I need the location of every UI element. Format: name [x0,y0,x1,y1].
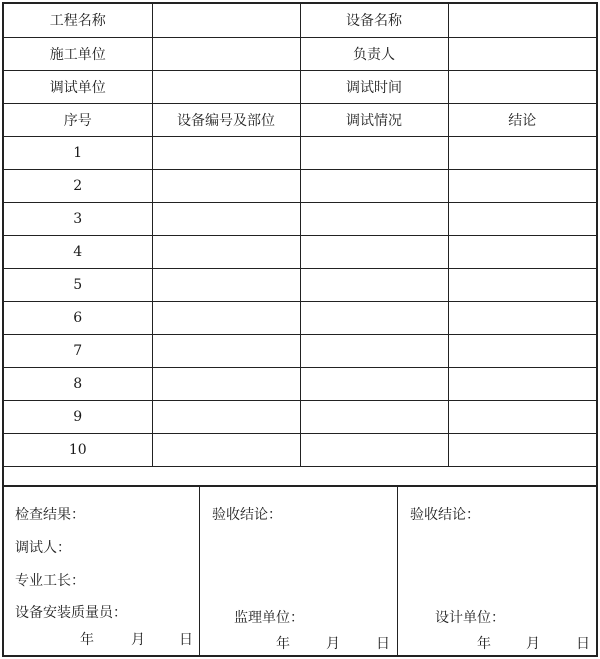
quality-inspector-label: 设备安装质量员： [15,605,127,621]
column-header-device: 设备编号及部位 [152,103,300,136]
acceptance-conclusion-label: 验收结论： [212,507,282,523]
contractor-date [4,629,200,647]
supervision-date [200,633,398,651]
project-name-label: 工程名称 [4,4,152,37]
year-label: 年 [80,632,94,648]
construction-unit-label: 施工单位 [4,37,152,70]
commissioning-record-form [2,2,598,657]
day-label: 日 [376,636,390,652]
device-cell[interactable] [152,136,300,169]
contractor-panel [4,487,200,655]
month-label: 月 [131,632,145,648]
row-number: 3 [4,202,152,235]
status-cell[interactable] [300,169,448,202]
conclusion-cell[interactable] [448,136,596,169]
conclusion-cell[interactable] [448,301,596,334]
design-unit-label: 设计单位： [435,610,505,626]
device-cell[interactable] [152,268,300,301]
column-header-conclusion: 结论 [448,103,596,136]
table-row [4,301,596,334]
commissioning-unit-field[interactable] [152,70,300,103]
table-row [4,169,596,202]
device-cell[interactable] [152,367,300,400]
acceptance-conclusion-label: 验收结论： [410,507,480,523]
status-cell[interactable] [300,136,448,169]
day-label: 日 [576,636,590,652]
foreman-label: 专业工长： [15,573,85,589]
device-cell[interactable] [152,400,300,433]
status-cell[interactable] [300,268,448,301]
conclusion-cell[interactable] [448,334,596,367]
month-label: 月 [526,636,540,652]
table-row [4,235,596,268]
conclusion-cell[interactable] [448,235,596,268]
table-row [4,400,596,433]
signature-section [4,485,596,655]
status-cell[interactable] [300,433,448,466]
device-cell[interactable] [152,433,300,466]
commissioning-unit-label: 调试单位 [4,70,152,103]
header-row-project [4,4,596,37]
status-cell[interactable] [300,202,448,235]
header-row-unit [4,37,596,70]
commissioning-time-field[interactable] [448,70,596,103]
construction-unit-field[interactable] [152,37,300,70]
status-cell[interactable] [300,301,448,334]
device-cell[interactable] [152,169,300,202]
row-number: 2 [4,169,152,202]
day-label: 日 [179,632,193,648]
column-header-no: 序号 [4,103,152,136]
row-number: 7 [4,334,152,367]
project-name-field[interactable] [152,4,300,37]
record-table [4,4,596,467]
status-cell[interactable] [300,334,448,367]
conclusion-cell[interactable] [448,268,596,301]
table-row [4,433,596,466]
column-header-status: 调试情况 [300,103,448,136]
row-number: 6 [4,301,152,334]
row-number: 1 [4,136,152,169]
device-cell[interactable] [152,235,300,268]
commissioner-label: 调试人： [15,540,71,556]
equipment-name-label: 设备名称 [300,4,448,37]
device-cell[interactable] [152,334,300,367]
row-number: 5 [4,268,152,301]
row-number: 9 [4,400,152,433]
commissioning-time-label: 调试时间 [300,70,448,103]
table-row [4,268,596,301]
responsible-person-field[interactable] [448,37,596,70]
row-number: 10 [4,433,152,466]
table-row [4,367,596,400]
conclusion-cell[interactable] [448,367,596,400]
status-cell[interactable] [300,235,448,268]
status-cell[interactable] [300,400,448,433]
device-cell[interactable] [152,202,300,235]
header-row-commissioning [4,70,596,103]
inspection-result-label: 检查结果： [15,507,85,523]
table-row [4,136,596,169]
table-row [4,334,596,367]
year-label: 年 [477,636,491,652]
month-label: 月 [326,636,340,652]
row-number: 8 [4,367,152,400]
supervision-panel [200,487,398,655]
conclusion-cell[interactable] [448,169,596,202]
conclusion-cell[interactable] [448,400,596,433]
design-date [398,633,596,651]
status-cell[interactable] [300,367,448,400]
conclusion-cell[interactable] [448,433,596,466]
row-number: 4 [4,235,152,268]
device-cell[interactable] [152,301,300,334]
year-label: 年 [276,636,290,652]
equipment-name-field[interactable] [448,4,596,37]
conclusion-cell[interactable] [448,202,596,235]
column-header-row [4,103,596,136]
design-panel [398,487,596,655]
supervision-unit-label: 监理单位： [234,610,304,626]
responsible-person-label: 负责人 [300,37,448,70]
table-row [4,202,596,235]
